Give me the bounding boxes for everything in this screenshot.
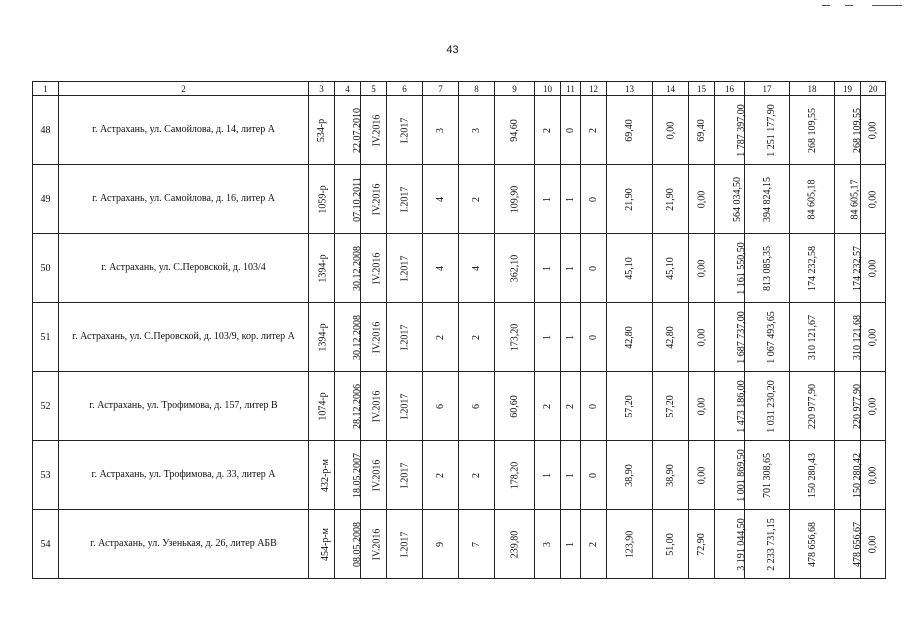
- col-15: [689, 441, 715, 510]
- col-18: [790, 441, 835, 510]
- col-9-text: 109,90: [509, 185, 520, 213]
- decision-date-text: 30.12.2008: [352, 314, 363, 360]
- decision-number: [309, 372, 335, 441]
- col-15: [689, 372, 715, 441]
- col-16: [715, 165, 745, 234]
- col-20-text: 0,00: [867, 397, 879, 415]
- col-11: [561, 441, 581, 510]
- column-number-10: 10: [535, 82, 561, 96]
- column-number-4: 4: [335, 82, 361, 96]
- period-from: [361, 441, 387, 510]
- col-13-text: 21,90: [624, 187, 635, 211]
- column-number-15: 15: [689, 82, 715, 96]
- col-16: [715, 234, 745, 303]
- col-11-text: 1: [565, 265, 576, 271]
- decision-date: [335, 303, 361, 372]
- table-row: [33, 510, 886, 579]
- col-17-text: 394 824,15: [762, 176, 773, 222]
- col-13: [607, 165, 653, 234]
- col-15: [689, 510, 715, 579]
- col-8-text: 4: [471, 265, 482, 271]
- col-12: [581, 96, 607, 165]
- col-16: [715, 510, 745, 579]
- row-number: 48: [33, 96, 59, 165]
- column-number-8: 8: [459, 82, 495, 96]
- col-17-text: 1 031 230,20: [765, 379, 777, 433]
- period-to: [387, 372, 423, 441]
- period-from: [361, 165, 387, 234]
- column-number-row: [33, 82, 886, 96]
- decision-number-text: 1394-р: [317, 322, 329, 352]
- col-12: [581, 510, 607, 579]
- period-from: [361, 234, 387, 303]
- col-18-text: 84 605,18: [806, 179, 818, 219]
- col-13: [607, 372, 653, 441]
- column-number-19: 19: [835, 82, 861, 96]
- period-to: [387, 165, 423, 234]
- col-10: [535, 372, 561, 441]
- period-from-text: IV.2016: [371, 528, 383, 560]
- col-10-text: 1: [542, 334, 553, 340]
- col-9-text: 239,80: [509, 530, 520, 558]
- col-8: [459, 165, 495, 234]
- period-to: [387, 303, 423, 372]
- col-20: [861, 372, 886, 441]
- col-16-text: 1 001 869,50: [735, 448, 747, 502]
- col-7-text: 6: [435, 403, 446, 409]
- col-15: [689, 303, 715, 372]
- address-cell: г. Астрахань, ул. Трофимова, д. 157, литер В: [59, 372, 309, 441]
- row-number: 52: [33, 372, 59, 441]
- col-19-text: 150 280,42: [852, 452, 863, 498]
- col-15-text: 72,90: [696, 532, 707, 556]
- col-9: [495, 441, 535, 510]
- decision-number: [309, 510, 335, 579]
- col-19: [835, 372, 861, 441]
- period-from-text: IV.2016: [371, 321, 383, 353]
- col-8-text: 7: [471, 541, 482, 547]
- decision-date: [335, 510, 361, 579]
- address-cell: г. Астрахань, ул. Узенькая, д. 26, литер АБВ: [59, 510, 309, 579]
- col-13: [607, 96, 653, 165]
- col-15: [689, 234, 715, 303]
- col-13-text: 69,40: [624, 118, 635, 142]
- col-10-text: 2: [542, 403, 553, 409]
- decision-date-text: 28.12.2006: [352, 383, 363, 429]
- period-from-text: IV.2016: [371, 183, 383, 215]
- col-16-text: 3 191 044,50: [735, 517, 747, 571]
- address-cell: г. Астрахань, ул. Самойлова, д. 16, литер А: [59, 165, 309, 234]
- decision-number: [309, 165, 335, 234]
- col-10-text: 2: [542, 127, 553, 133]
- col-10: [535, 441, 561, 510]
- page-number: 43: [446, 44, 459, 56]
- col-18-text: 478 656,68: [807, 521, 818, 567]
- col-18-text: 174 232,58: [807, 245, 818, 291]
- col-18-text: 310 121,67: [807, 314, 818, 360]
- col-10-text: 1: [542, 196, 553, 202]
- col-17-text: 2 233 731,15: [765, 517, 777, 571]
- col-19: [835, 303, 861, 372]
- col-17-text: 1 067 493,65: [765, 310, 777, 364]
- column-number-2: 2: [59, 82, 309, 96]
- address-cell: г. Астрахань, ул. Трофимова, д. 33, литер А: [59, 441, 309, 510]
- col-9: [495, 234, 535, 303]
- column-number-16: 16: [715, 82, 745, 96]
- period-to-text: I.2017: [399, 255, 410, 281]
- col-14: [653, 96, 689, 165]
- period-to-text: I.2017: [399, 117, 410, 143]
- decision-date-text: 07.10.2011: [351, 176, 363, 222]
- period-to: [387, 234, 423, 303]
- col-18: [790, 372, 835, 441]
- decision-date-text: 18.05.2007: [352, 452, 363, 498]
- col-17-text: 701 308,65: [762, 452, 773, 498]
- decision-date: [335, 441, 361, 510]
- scan-mark-left: [822, 5, 830, 6]
- column-number-18: 18: [790, 82, 835, 96]
- col-19: [835, 165, 861, 234]
- col-7-text: 9: [435, 541, 446, 547]
- col-8-text: 2: [471, 472, 482, 478]
- col-13: [607, 234, 653, 303]
- col-11: [561, 510, 581, 579]
- col-20-text: 0,00: [867, 190, 879, 208]
- col-12-text: 0: [588, 472, 599, 478]
- col-14: [653, 510, 689, 579]
- col-7: [423, 372, 459, 441]
- col-12: [581, 372, 607, 441]
- col-14-text: 0,00: [665, 121, 676, 139]
- col-8-text: 6: [471, 403, 482, 409]
- scan-mark-right: [872, 5, 902, 6]
- col-16: [715, 372, 745, 441]
- decision-number-text: 534-р: [316, 118, 327, 142]
- decision-number: [309, 234, 335, 303]
- col-16-text: 1 473 186,00: [735, 379, 747, 433]
- col-9-text: 362,10: [509, 254, 520, 282]
- col-8: [459, 372, 495, 441]
- period-from: [361, 510, 387, 579]
- col-14: [653, 372, 689, 441]
- col-18: [790, 165, 835, 234]
- col-8: [459, 96, 495, 165]
- col-17: [745, 372, 790, 441]
- period-to: [387, 96, 423, 165]
- col-16-text: 1 161 550,50: [735, 241, 747, 295]
- col-19: [835, 510, 861, 579]
- col-7-text: 4: [435, 196, 446, 202]
- col-15-text: 0,00: [696, 190, 707, 208]
- col-14: [653, 441, 689, 510]
- col-12-text: 2: [588, 541, 599, 547]
- period-to-text: I.2017: [399, 186, 410, 212]
- col-19-text: 268 109,55: [852, 107, 863, 153]
- col-11-text: 2: [565, 403, 576, 409]
- decision-date: [335, 234, 361, 303]
- col-20: [861, 441, 886, 510]
- col-20: [861, 303, 886, 372]
- column-number-7: 7: [423, 82, 459, 96]
- col-20-text: 0,00: [867, 328, 879, 346]
- col-14-text: 45,10: [665, 256, 676, 280]
- row-number: 51: [33, 303, 59, 372]
- col-13: [607, 303, 653, 372]
- col-7: [423, 96, 459, 165]
- col-9: [495, 303, 535, 372]
- col-10-text: 3: [542, 541, 553, 547]
- col-9-text: 94,60: [509, 118, 520, 142]
- column-number-20: 20: [861, 82, 886, 96]
- col-9: [495, 96, 535, 165]
- col-8-text: 2: [471, 196, 482, 202]
- col-18: [790, 510, 835, 579]
- col-8-text: 2: [471, 334, 482, 340]
- period-from-text: IV.2016: [371, 390, 383, 422]
- address-cell: г. Астрахань, ул. С.Перовской, д. 103/9, кор. литер А: [59, 303, 309, 372]
- row-number: 49: [33, 165, 59, 234]
- table-row: [33, 96, 886, 165]
- col-8: [459, 510, 495, 579]
- col-18: [790, 303, 835, 372]
- col-20: [861, 96, 886, 165]
- col-19-text: 174 232,57: [852, 245, 863, 291]
- col-18: [790, 234, 835, 303]
- col-12-text: 0: [588, 334, 599, 340]
- column-number-12: 12: [581, 82, 607, 96]
- col-16-text: 1 687 737,00: [735, 310, 747, 364]
- col-15-text: 0,00: [696, 397, 707, 415]
- col-16: [715, 96, 745, 165]
- col-11: [561, 303, 581, 372]
- col-16: [715, 303, 745, 372]
- decision-date-text: 30.12.2008: [352, 245, 363, 291]
- col-9: [495, 510, 535, 579]
- row-number: 50: [33, 234, 59, 303]
- col-17: [745, 510, 790, 579]
- col-14-text: 57,20: [665, 394, 676, 418]
- col-12-text: 0: [588, 196, 599, 202]
- col-7-text: 2: [435, 334, 446, 340]
- col-14-text: 51,00: [665, 532, 676, 556]
- period-from: [361, 303, 387, 372]
- table-row: [33, 234, 886, 303]
- col-7: [423, 165, 459, 234]
- col-10-text: 1: [542, 472, 553, 478]
- col-13: [607, 510, 653, 579]
- col-13-text: 42,80: [624, 325, 635, 349]
- col-11-text: 0: [565, 127, 576, 133]
- col-19: [835, 441, 861, 510]
- col-11-text: 1: [565, 334, 576, 340]
- col-13-text: 38,90: [624, 463, 635, 487]
- col-19-text: 84 605,17: [849, 179, 861, 219]
- col-13: [607, 441, 653, 510]
- col-13-text: 57,20: [624, 394, 635, 418]
- period-to-text: I.2017: [399, 393, 410, 419]
- col-14: [653, 234, 689, 303]
- column-number-17: 17: [745, 82, 790, 96]
- col-20: [861, 165, 886, 234]
- table-row: [33, 372, 886, 441]
- col-8-text: 3: [471, 127, 482, 133]
- col-18-text: 220 977,90: [807, 383, 818, 429]
- column-number-14: 14: [653, 82, 689, 96]
- col-7: [423, 234, 459, 303]
- col-14-text: 21,90: [665, 187, 676, 211]
- col-10: [535, 234, 561, 303]
- col-17: [745, 303, 790, 372]
- col-16: [715, 441, 745, 510]
- col-15-text: 0,00: [696, 328, 707, 346]
- col-8: [459, 441, 495, 510]
- col-11: [561, 234, 581, 303]
- col-7-text: 4: [435, 265, 446, 271]
- col-8: [459, 303, 495, 372]
- col-20-text: 0,00: [867, 259, 879, 277]
- col-19: [835, 96, 861, 165]
- col-10-text: 1: [542, 265, 553, 271]
- column-number-1: 1: [33, 82, 59, 96]
- decision-number: [309, 96, 335, 165]
- col-11-text: 1: [565, 541, 576, 547]
- table-row: [33, 165, 886, 234]
- col-12-text: 0: [588, 265, 599, 271]
- column-number-9: 9: [495, 82, 535, 96]
- col-20-text: 0,00: [867, 466, 879, 484]
- period-to-text: I.2017: [399, 531, 410, 557]
- col-15-text: 69,40: [696, 118, 707, 142]
- row-number: 53: [33, 441, 59, 510]
- col-11: [561, 165, 581, 234]
- col-17: [745, 234, 790, 303]
- col-17-text: 1 251 177,90: [765, 103, 777, 157]
- col-11: [561, 96, 581, 165]
- col-11-text: 1: [565, 472, 576, 478]
- col-17: [745, 96, 790, 165]
- col-10: [535, 165, 561, 234]
- col-11-text: 1: [565, 196, 576, 202]
- col-7: [423, 303, 459, 372]
- col-9: [495, 165, 535, 234]
- decision-number: [309, 303, 335, 372]
- period-from-text: IV.2016: [371, 459, 383, 491]
- column-number-13: 13: [607, 82, 653, 96]
- column-number-3: 3: [309, 82, 335, 96]
- col-19-text: 478 656,67: [852, 521, 863, 567]
- col-12: [581, 303, 607, 372]
- register-table: [32, 81, 886, 579]
- column-number-5: 5: [361, 82, 387, 96]
- col-10: [535, 96, 561, 165]
- row-number: 54: [33, 510, 59, 579]
- period-to-text: I.2017: [399, 324, 410, 350]
- col-19: [835, 234, 861, 303]
- col-17: [745, 165, 790, 234]
- decision-number-text: 1074-р: [317, 391, 329, 421]
- col-14-text: 38,90: [665, 463, 676, 487]
- col-16-text: 564 034,50: [732, 176, 743, 222]
- decision-date: [335, 165, 361, 234]
- col-18-text: 268 109,55: [807, 107, 818, 153]
- period-to: [387, 510, 423, 579]
- col-15-text: 0,00: [696, 259, 707, 277]
- period-from: [361, 372, 387, 441]
- address-cell: г. Астрахань, ул. С.Перовской, д. 103/4: [59, 234, 309, 303]
- col-9: [495, 372, 535, 441]
- decision-number: [309, 441, 335, 510]
- col-9-text: 178,20: [509, 461, 520, 489]
- col-20-text: 0,00: [867, 121, 879, 139]
- col-7-text: 3: [435, 127, 446, 133]
- col-9-text: 60,60: [509, 394, 520, 418]
- col-8: [459, 234, 495, 303]
- decision-date: [335, 96, 361, 165]
- decision-number-text: 432-р-м: [320, 458, 331, 492]
- column-number-6: 6: [387, 82, 423, 96]
- period-from-text: IV.2016: [371, 114, 383, 146]
- col-20-text: 0,00: [867, 535, 879, 553]
- decision-number-text: 454-р-м: [320, 527, 331, 561]
- period-from-text: IV.2016: [371, 252, 383, 284]
- period-to-text: I.2017: [399, 462, 410, 488]
- table-row: [33, 303, 886, 372]
- address-cell: г. Астрахань, ул. Самойлова, д. 14, литер А: [59, 96, 309, 165]
- col-20: [861, 510, 886, 579]
- col-12: [581, 165, 607, 234]
- decision-date-text: 08.05.2008: [352, 521, 363, 567]
- decision-date: [335, 372, 361, 441]
- col-18-text: 150 280,43: [807, 452, 818, 498]
- col-17: [745, 441, 790, 510]
- col-20: [861, 234, 886, 303]
- scan-mark-middle: [845, 5, 853, 6]
- col-15: [689, 96, 715, 165]
- col-12: [581, 234, 607, 303]
- col-14: [653, 165, 689, 234]
- col-18: [790, 96, 835, 165]
- col-14: [653, 303, 689, 372]
- col-15: [689, 165, 715, 234]
- col-12-text: 0: [588, 403, 599, 409]
- col-10: [535, 510, 561, 579]
- decision-date-text: 22.07.2010: [352, 107, 363, 153]
- col-13-text: 45,10: [624, 256, 635, 280]
- col-13-text: 123,90: [624, 530, 635, 558]
- col-7-text: 2: [435, 472, 446, 478]
- period-to: [387, 441, 423, 510]
- table-row: [33, 441, 886, 510]
- period-from: [361, 96, 387, 165]
- col-14-text: 42,80: [665, 325, 676, 349]
- decision-number-text: 1394-р: [317, 253, 329, 283]
- col-11: [561, 372, 581, 441]
- col-12: [581, 441, 607, 510]
- col-17-text: 813 085,35: [762, 245, 773, 291]
- col-7: [423, 510, 459, 579]
- col-12-text: 2: [588, 127, 599, 133]
- column-number-11: 11: [561, 82, 581, 96]
- col-16-text: 1 787 397,00: [735, 103, 747, 157]
- decision-number-text: 1059-р: [317, 184, 329, 214]
- col-19-text: 220 977,90: [852, 383, 863, 429]
- col-15-text: 0,00: [696, 466, 707, 484]
- col-10: [535, 303, 561, 372]
- col-19-text: 310 121,68: [852, 314, 863, 360]
- col-7: [423, 441, 459, 510]
- col-9-text: 173,20: [509, 323, 520, 351]
